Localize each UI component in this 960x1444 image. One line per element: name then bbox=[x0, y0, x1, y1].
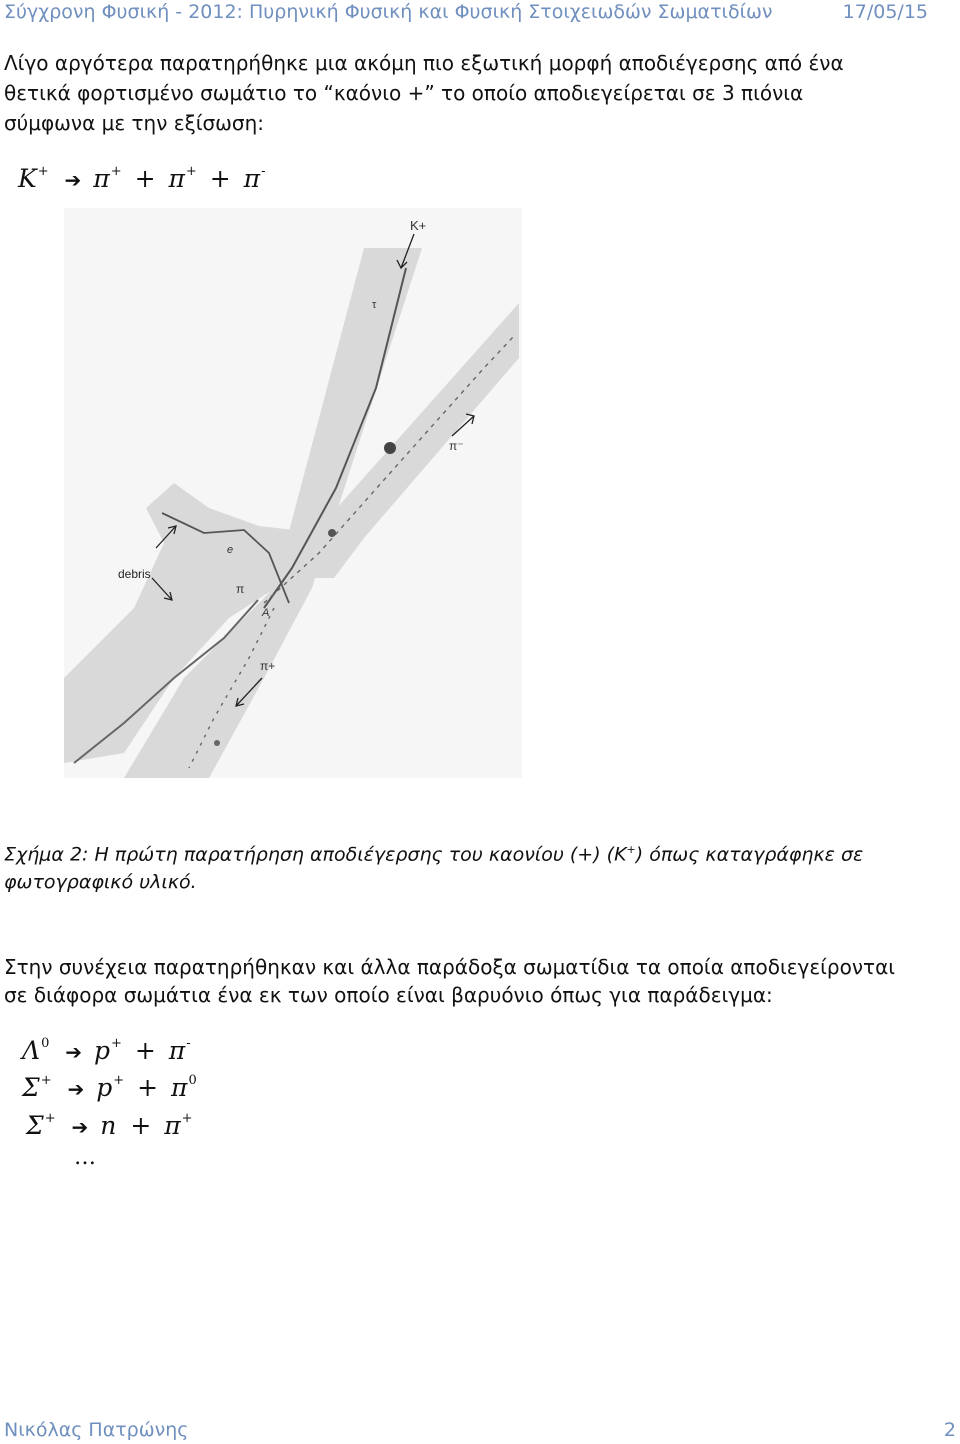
sigma-neutron-decay-equation: Σ+ ➔ n + π+ bbox=[26, 1111, 193, 1140]
emulsion-grain bbox=[328, 529, 336, 537]
plus-sign: + bbox=[134, 1036, 156, 1065]
intro-paragraph bbox=[4, 48, 944, 138]
plus-sign: + bbox=[209, 164, 231, 193]
arrow-icon: ➔ bbox=[67, 1077, 85, 1101]
page-number: 2 bbox=[943, 1419, 956, 1441]
intro-line-1: Λίγο αργότερα παρατηρήθηκε μια ακόμη πιο εξωτική μορφή αποδιέγερσης από ένα bbox=[4, 51, 844, 75]
ellipsis: … bbox=[74, 1145, 96, 1170]
plus-sign: + bbox=[134, 164, 156, 193]
label-debris: debris bbox=[118, 567, 151, 581]
body-paragraph: Στην συνέχεια παρατηρήθηκαν και άλλα παράδοξα σωματίδια τα οποία αποδιεγείρονται σε διάφορα σωμάτια ένα εκ των οποίο είναι βαρυόνιο όπως για παράδειγμα: bbox=[4, 955, 896, 1007]
emulsion-grain bbox=[384, 442, 396, 454]
document-header-title: Σύγχρονη Φυσική - 2012: Πυρηνική Φυσική και Φυσική Στοιχειωδών Σωματιδίων bbox=[4, 1, 773, 23]
eq-pion-2: π bbox=[168, 164, 185, 193]
lambda-decay-equation: $\Lambda^0$ ➔ p+ + π- bbox=[22, 1036, 191, 1065]
kaon-decay-equation: K+ ➔ π+ + π+ + π- bbox=[18, 164, 266, 193]
eq-pion-1: π bbox=[93, 164, 110, 193]
label-pion-minus: π⁻ bbox=[449, 439, 464, 453]
label-tau: τ bbox=[372, 299, 377, 311]
eq-kaon: K bbox=[18, 164, 37, 193]
footer-author: Νικόλας Πατρώνης bbox=[4, 1419, 189, 1441]
label-e: e bbox=[227, 544, 234, 556]
emulsion-grain bbox=[214, 740, 220, 746]
arrow-icon: ➔ bbox=[64, 168, 82, 192]
plus-sign: + bbox=[137, 1073, 159, 1102]
label-pion-plus: π+ bbox=[260, 659, 276, 673]
emulsion-photograph bbox=[64, 208, 522, 778]
eq-pion-3: π bbox=[243, 164, 261, 193]
arrow-icon: ➔ bbox=[65, 1040, 83, 1064]
sigma-proton-decay-equation: Σ+ ➔ $p^+ + \pi^0$ bbox=[22, 1073, 197, 1102]
arrow-icon: ➔ bbox=[71, 1115, 89, 1139]
intro-line-2: θετικά φορτισμένο σωμάτιο το “καόνιο +” το οποίο αποδιεγείρεται σε 3 πιόνια bbox=[4, 81, 804, 105]
plus-sign: + bbox=[130, 1111, 152, 1140]
figure-caption: Σχήμα 2: Η πρώτη παρατήρηση αποδιέγερσης του καονίου (+) (K+) όπως καταγράφηκε σε φωτογραφικό υλικό. bbox=[4, 843, 864, 894]
document-header-date: 17/05/15 bbox=[842, 1, 928, 23]
intro-line-3: σύμφωνα με την εξίσωση: bbox=[4, 111, 265, 135]
label-a: A bbox=[262, 607, 270, 619]
label-pion: π bbox=[236, 582, 245, 596]
label-kaon: K+ bbox=[410, 218, 427, 233]
